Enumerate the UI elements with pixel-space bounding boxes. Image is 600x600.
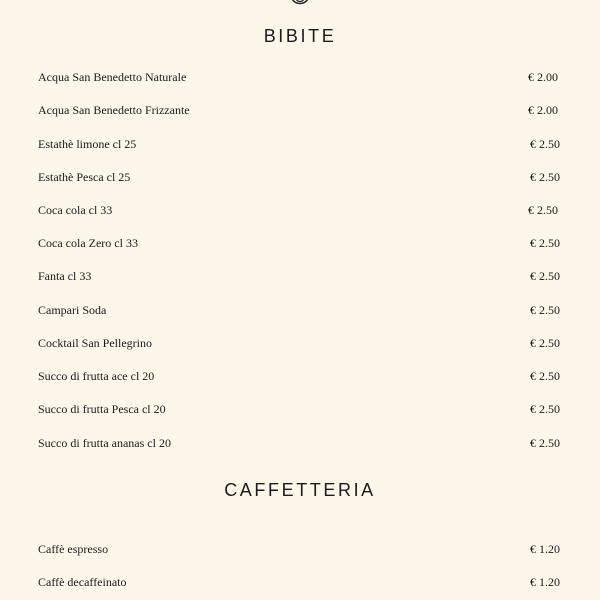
menu-item xyxy=(38,167,560,187)
item-price: € 2.50 xyxy=(530,236,560,250)
item-name: Estathè Pesca cl 25 xyxy=(38,170,131,184)
menu-item xyxy=(38,67,560,87)
item-price: € 2.50 xyxy=(528,203,558,217)
section-title-caffetteria: CAFFETTERIA xyxy=(224,480,376,500)
item-price: € 2.50 xyxy=(530,336,560,350)
item-name: Fanta cl 33 xyxy=(38,269,92,283)
item-name: Succo di frutta Pesca cl 20 xyxy=(38,402,166,416)
menu-item xyxy=(38,572,560,592)
item-price: € 2.50 xyxy=(530,369,560,383)
item-name: Campari Soda xyxy=(38,303,107,317)
item-price: € 1.20 xyxy=(530,542,560,556)
item-price: € 2.50 xyxy=(530,436,560,450)
menu-item xyxy=(38,100,560,120)
item-price: € 2.50 xyxy=(530,303,560,317)
item-name: Succo di frutta ace cl 20 xyxy=(38,369,155,383)
item-name: Caffè decaffeinato xyxy=(38,575,127,589)
item-name: Acqua San Benedetto Frizzante xyxy=(38,103,190,117)
item-name: Caffè espresso xyxy=(38,542,109,556)
menu-item xyxy=(38,134,560,154)
item-price: € 2.00 xyxy=(528,70,558,84)
item-name: Succo di frutta ananas cl 20 xyxy=(38,436,171,450)
item-name: Estathè limone cl 25 xyxy=(38,137,137,151)
menu-item xyxy=(38,366,560,386)
item-price: € 2.50 xyxy=(530,269,560,283)
logo-ornament-icon xyxy=(289,0,311,10)
section-title-bibite: BIBITE xyxy=(263,26,337,46)
menu-item xyxy=(38,399,560,419)
item-price: € 2.50 xyxy=(530,402,560,416)
menu-item xyxy=(38,539,560,559)
menu-item xyxy=(38,433,560,453)
menu-item xyxy=(38,266,560,286)
item-price: € 1.20 xyxy=(530,575,560,589)
item-price: € 2.50 xyxy=(530,170,560,184)
menu-item xyxy=(38,233,560,253)
item-name: Acqua San Benedetto Naturale xyxy=(38,70,187,84)
item-price: € 2.00 xyxy=(528,103,558,117)
item-name: Cocktail San Pellegrino xyxy=(38,336,152,350)
item-name: Coca cola Zero cl 33 xyxy=(38,236,138,250)
menu-item xyxy=(38,333,560,353)
menu-item xyxy=(38,200,560,220)
item-name: Coca cola cl 33 xyxy=(38,203,113,217)
item-price: € 2.50 xyxy=(530,137,560,151)
menu-item xyxy=(38,300,560,320)
